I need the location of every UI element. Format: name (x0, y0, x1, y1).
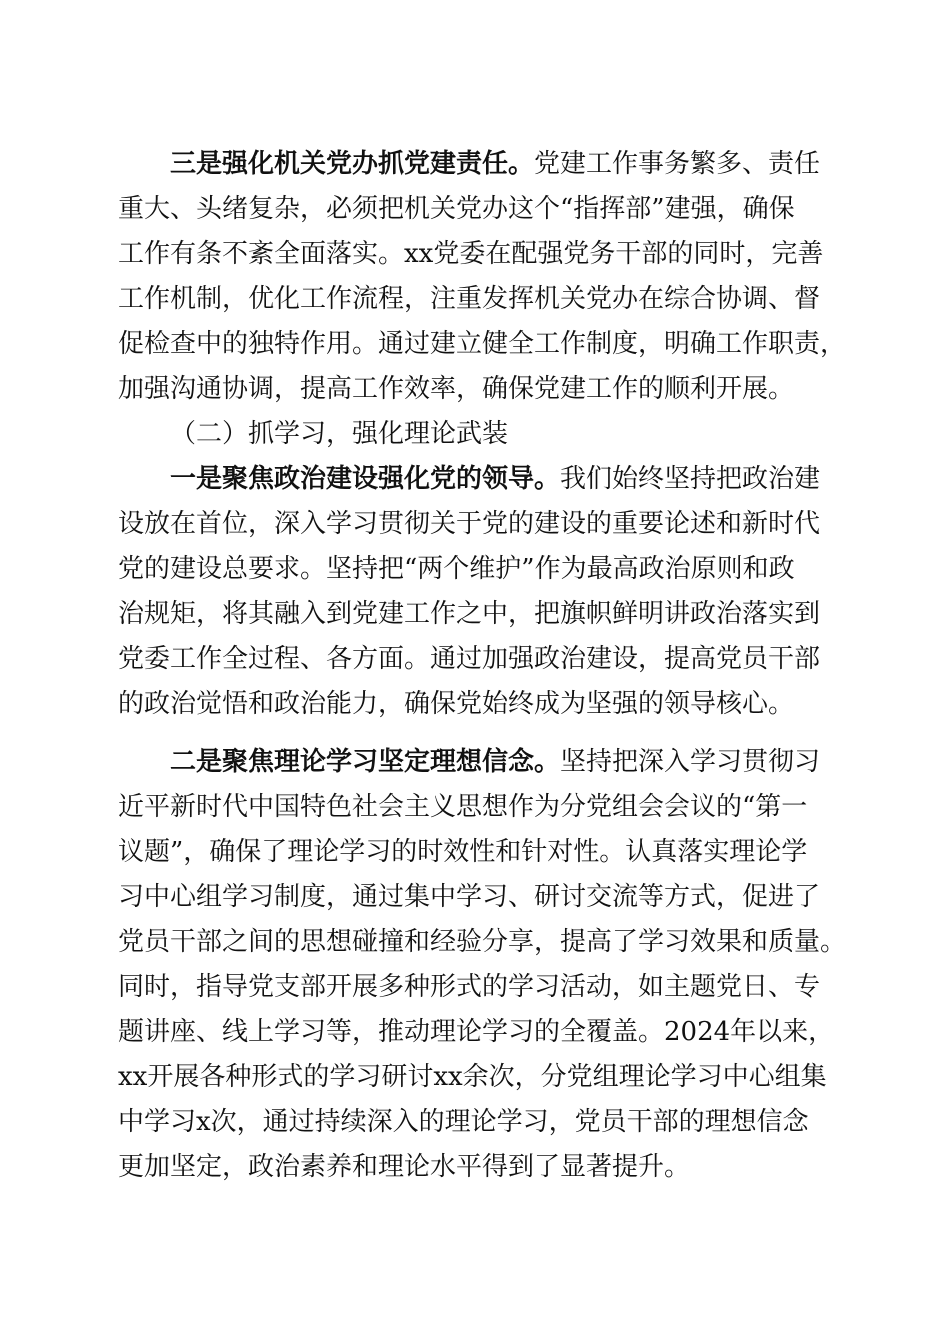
section-heading: （二）抓学习，强化理论武装 (170, 419, 509, 449)
paragraph-line: 同时，指导党支部开展多种形式的学习活动，如主题党日、专 (118, 972, 821, 1002)
paragraph-line (118, 740, 836, 785)
paragraph-line (118, 457, 836, 502)
paragraph-spacer (118, 727, 836, 740)
paragraph-line: 促检查中的独特作用。通过建立健全工作制度，明确工作职责， (118, 329, 847, 359)
paragraph-text: 坚持把深入学习贯彻习 (560, 747, 821, 777)
paragraph-line: 重大、头绪复杂，必须把机关党办这个“指挥部”建强，确保 (118, 194, 795, 224)
paragraph-strengthen-party-office (118, 142, 847, 412)
paragraph-line: 党委工作全过程、各方面。通过加强政治建设，提高党员干部 (118, 644, 821, 674)
paragraph-lead: 二是聚焦理论学习坚定理想信念。 (170, 747, 561, 777)
paragraph-political-construction (118, 457, 836, 727)
paragraph-line: 党的建设总要求。坚持把“两个维护”作为最高政治原则和政 (118, 554, 795, 584)
document-body (118, 142, 847, 1190)
paragraph-line: 更加坚定，政治素养和理论水平得到了显著提升。 (118, 1152, 691, 1182)
paragraph-lead: 三是强化机关党办抓党建责任。 (170, 149, 535, 179)
paragraph-text: 党建工作事务繁多、责任 (534, 149, 821, 179)
paragraph-line: 加强沟通协调，提高工作效率，确保党建工作的顺利开展。 (118, 374, 795, 404)
paragraph-line (118, 142, 836, 187)
paragraph-line: 中学习x次，通过持续深入的理论学习，党员干部的理想信念 (118, 1107, 809, 1137)
paragraph-text: 我们始终坚持把政治建 (560, 464, 821, 494)
paragraph-line: 习中心组学习制度，通过集中学习、研讨交流等方式，促进了 (118, 882, 821, 912)
paragraph-line: 治规矩，将其融入到党建工作之中，把旗帜鲜明讲政治落实到 (118, 599, 821, 629)
paragraph-line: 的政治觉悟和政治能力，确保党始终成为坚强的领导核心。 (118, 689, 795, 719)
paragraph-line: 题讲座、线上学习等，推动理论学习的全覆盖。2024年以来， (118, 1017, 835, 1047)
paragraph-line: 设放在首位，深入学习贯彻关于党的建设的重要论述和新时代 (118, 509, 821, 539)
paragraph-line: 党员干部之间的思想碰撞和经验分享，提高了学习效果和质量。 (118, 927, 847, 957)
paragraph-line: 工作机制，优化工作流程，注重发挥机关党办在综合协调、督 (118, 284, 821, 314)
paragraph-lead: 一是聚焦政治建设强化党的领导。 (170, 464, 561, 494)
paragraph-line: 工作有条不紊全面落实。xx党委在配强党务干部的同时，完善 (118, 239, 824, 269)
paragraph-line: 议题”，确保了理论学习的时效性和针对性。认真落实理论学 (118, 837, 808, 867)
paragraph-theory-study (118, 740, 847, 1190)
paragraph-line: 近平新时代中国特色社会主义思想作为分党组会会议的“第一 (118, 792, 808, 822)
paragraph-line: xx开展各种形式的学习研讨xx余次，分党组理论学习中心组集 (118, 1062, 827, 1092)
